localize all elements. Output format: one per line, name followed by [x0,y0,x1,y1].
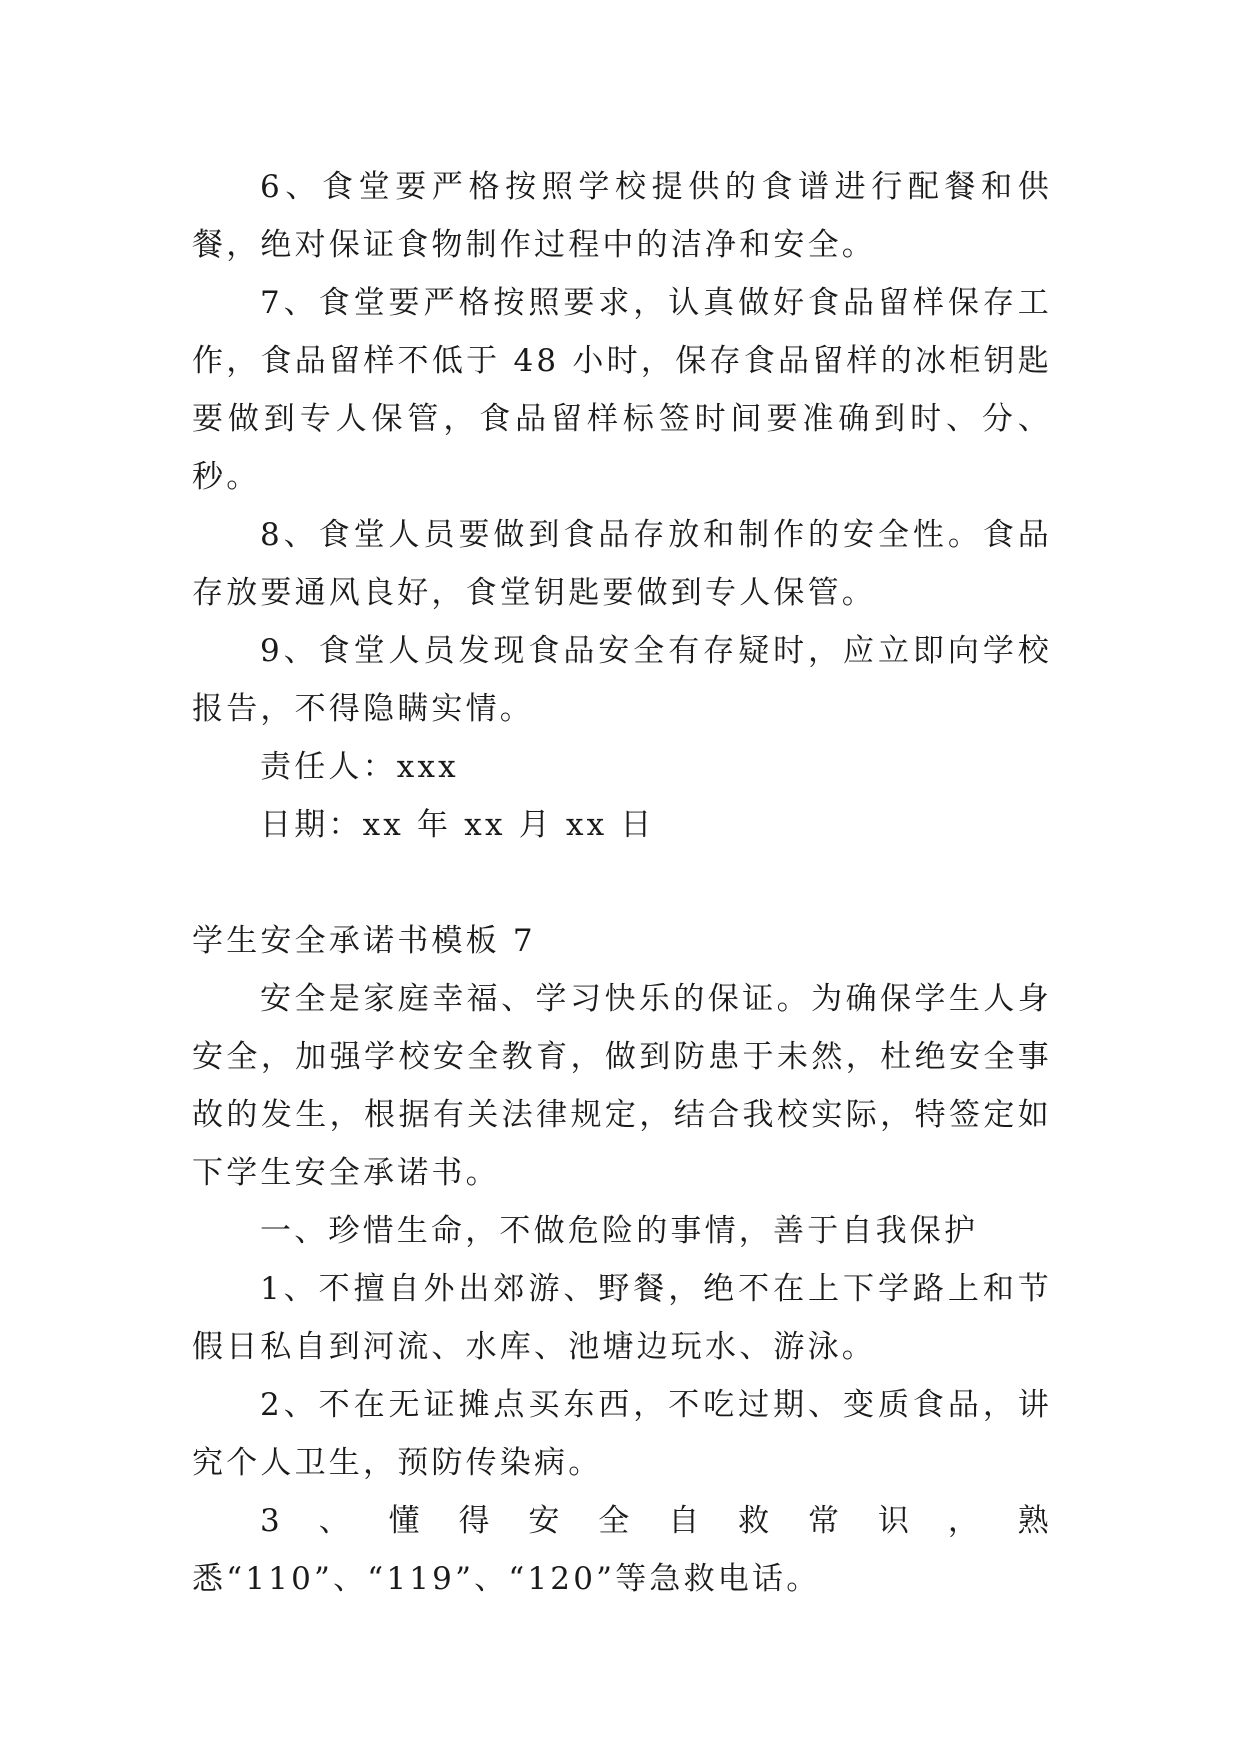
date-line: 日期：xx 年 xx 月 xx 日 [260,807,655,843]
rule-item-3: 3、懂得安全自救常识，熟悉“110”、“119”、“120”等急救电话。 [192,1503,1052,1597]
document-page [192,158,1052,1608]
paragraph-item-9: 9、食堂人员发现食品安全有存疑时，应立即向学校报告，不得隐瞒实情。 [192,633,1052,727]
intro-paragraph: 安全是家庭幸福、学习快乐的保证。为确保学生人身安全，加强学校安全教育，做到防患于未然，杜绝安全事故的发生，根据有关法律规定，结合我校实际，特签定如下学生安全承诺书。 [192,981,1052,1191]
section-title: 学生安全承诺书模板 7 [192,923,536,959]
paragraph-item-6: 6、食堂要严格按照学校提供的食谱进行配餐和供餐，绝对保证食物制作过程中的洁净和安全。 [192,169,1052,263]
rule-item-2: 2、不在无证摊点买东西，不吃过期、变质食品，讲究个人卫生，预防传染病。 [192,1387,1052,1481]
section-spacer [192,854,1052,912]
paragraph-item-8: 8、食堂人员要做到食品存放和制作的安全性。食品存放要通风良好，食堂钥匙要做到专人保管。 [192,517,1052,611]
paragraph-item-7: 7、食堂要严格按照要求，认真做好食品留样保存工作，食品留样不低于 48 小时，保存食品留样的冰柜钥匙要做到专人保管，食品留样标签时间要准确到时、分、秒。 [192,285,1052,495]
heading-one: 一、珍惜生命，不做危险的事情，善于自我保护 [260,1213,979,1249]
responsible-person: 责任人：xxx [260,749,459,785]
rule-item-1: 1、不擅自外出郊游、野餐，绝不在上下学路上和节假日私自到河流、水库、池塘边玩水、游泳。 [192,1271,1052,1365]
